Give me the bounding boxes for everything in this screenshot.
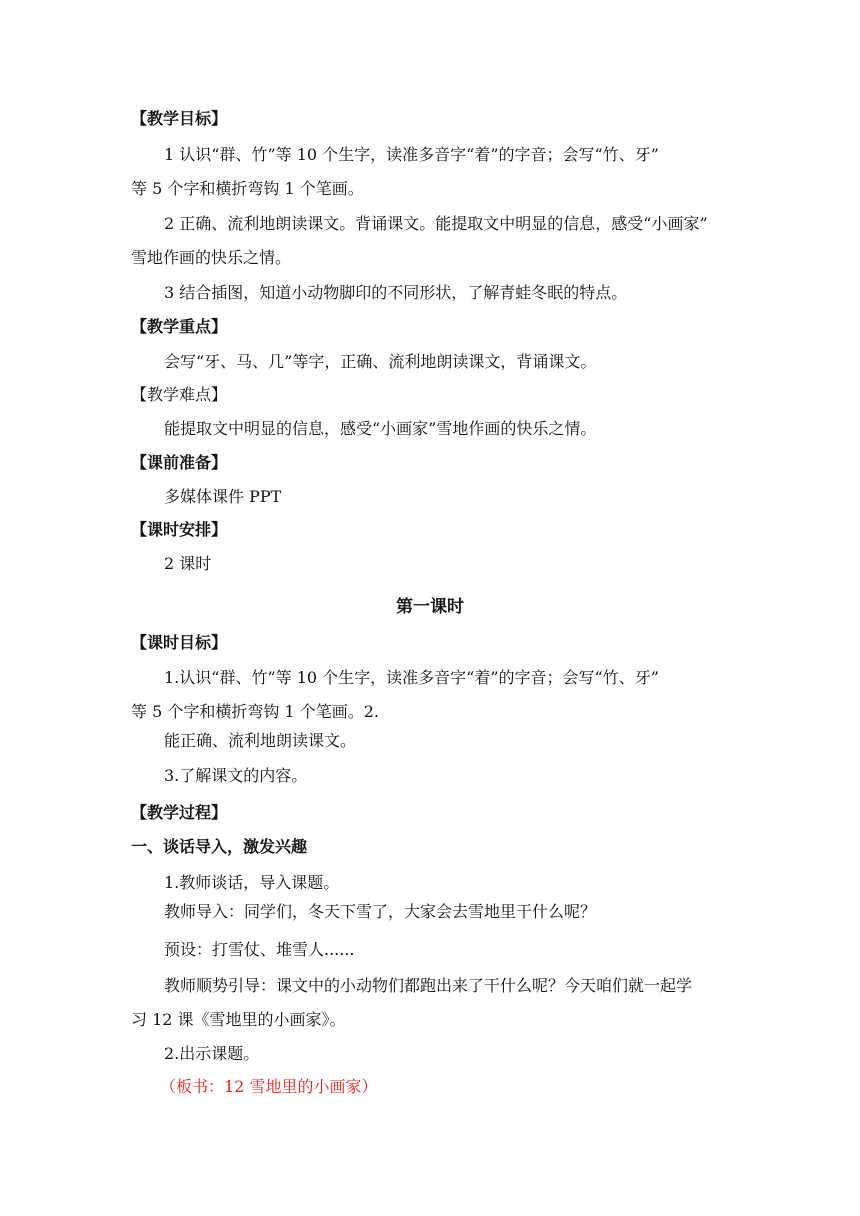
- key-points-text: 会写“牙、马、几”等字，正确、流利地朗读课文，背诵课文。: [164, 352, 597, 371]
- teacher-guide-line-2: 习 12 课《雪地里的小画家》。: [131, 1010, 346, 1029]
- goal-2-line-1: 2 正确、流利地朗读课文。背诵课文。能提取文中明显的信息，感受“小画家”: [164, 214, 708, 233]
- key-points-heading: 【教学重点】: [131, 317, 228, 336]
- schedule-text: 2 课时: [164, 554, 212, 573]
- lesson-title: 第一课时: [396, 597, 464, 617]
- lesson-goal-line-4: 3.了解课文的内容。: [164, 766, 308, 785]
- section-1-heading: 一、谈话导入，激发兴趣: [131, 837, 308, 856]
- lesson-goal-line-1: 1.认识“群、竹”等 10 个生字，读准多音字“着”的字音；会写“竹、牙”: [164, 668, 659, 687]
- board-writing: （板书：12 雪地里的小画家）: [160, 1077, 378, 1096]
- schedule-heading: 【课时安排】: [131, 520, 228, 539]
- goal-3-line-1: 3 结合插图，知道小动物脚印的不同形状，了解青蛙冬眠的特点。: [164, 283, 628, 302]
- process-step-1: 1.教师谈话，导入课题。: [164, 873, 340, 892]
- lesson-goal-line-2: 等 5 个字和横折弯钩 1 个笔画。2.: [131, 702, 379, 721]
- preset-answer: 预设：打雪仗、堆雪人......: [164, 940, 355, 959]
- preparation-text: 多媒体课件 PPT: [164, 487, 282, 506]
- teaching-goals-heading: 【教学目标】: [131, 109, 228, 128]
- teacher-guide-line-1: 教师顺势引导：课文中的小动物们都跑出来了干什么呢？今天咱们就一起学: [164, 976, 693, 995]
- teacher-intro: 教师导入：同学们，冬天下雪了，大家会去雪地里干什么呢？: [164, 902, 597, 921]
- lesson-goals-heading: 【课时目标】: [131, 633, 228, 652]
- process-heading: 【教学过程】: [131, 803, 228, 822]
- difficulties-heading: 【教学难点】: [131, 385, 228, 404]
- process-step-2: 2.出示课题。: [164, 1044, 260, 1063]
- goal-1-line-1: 1 认识“群、竹”等 10 个生字，读准多音字“着”的字音；会写“竹、牙”: [164, 145, 659, 164]
- difficulties-text: 能提取文中明显的信息，感受“小画家”雪地作画的快乐之情。: [164, 419, 597, 438]
- goal-1-line-2: 等 5 个字和横折弯钩 1 个笔画。: [131, 179, 364, 198]
- goal-2-line-2: 雪地作画的快乐之情。: [131, 248, 292, 267]
- preparation-heading: 【课前准备】: [131, 453, 228, 472]
- lesson-goal-line-3: 能正确、流利地朗读课文。: [164, 731, 357, 750]
